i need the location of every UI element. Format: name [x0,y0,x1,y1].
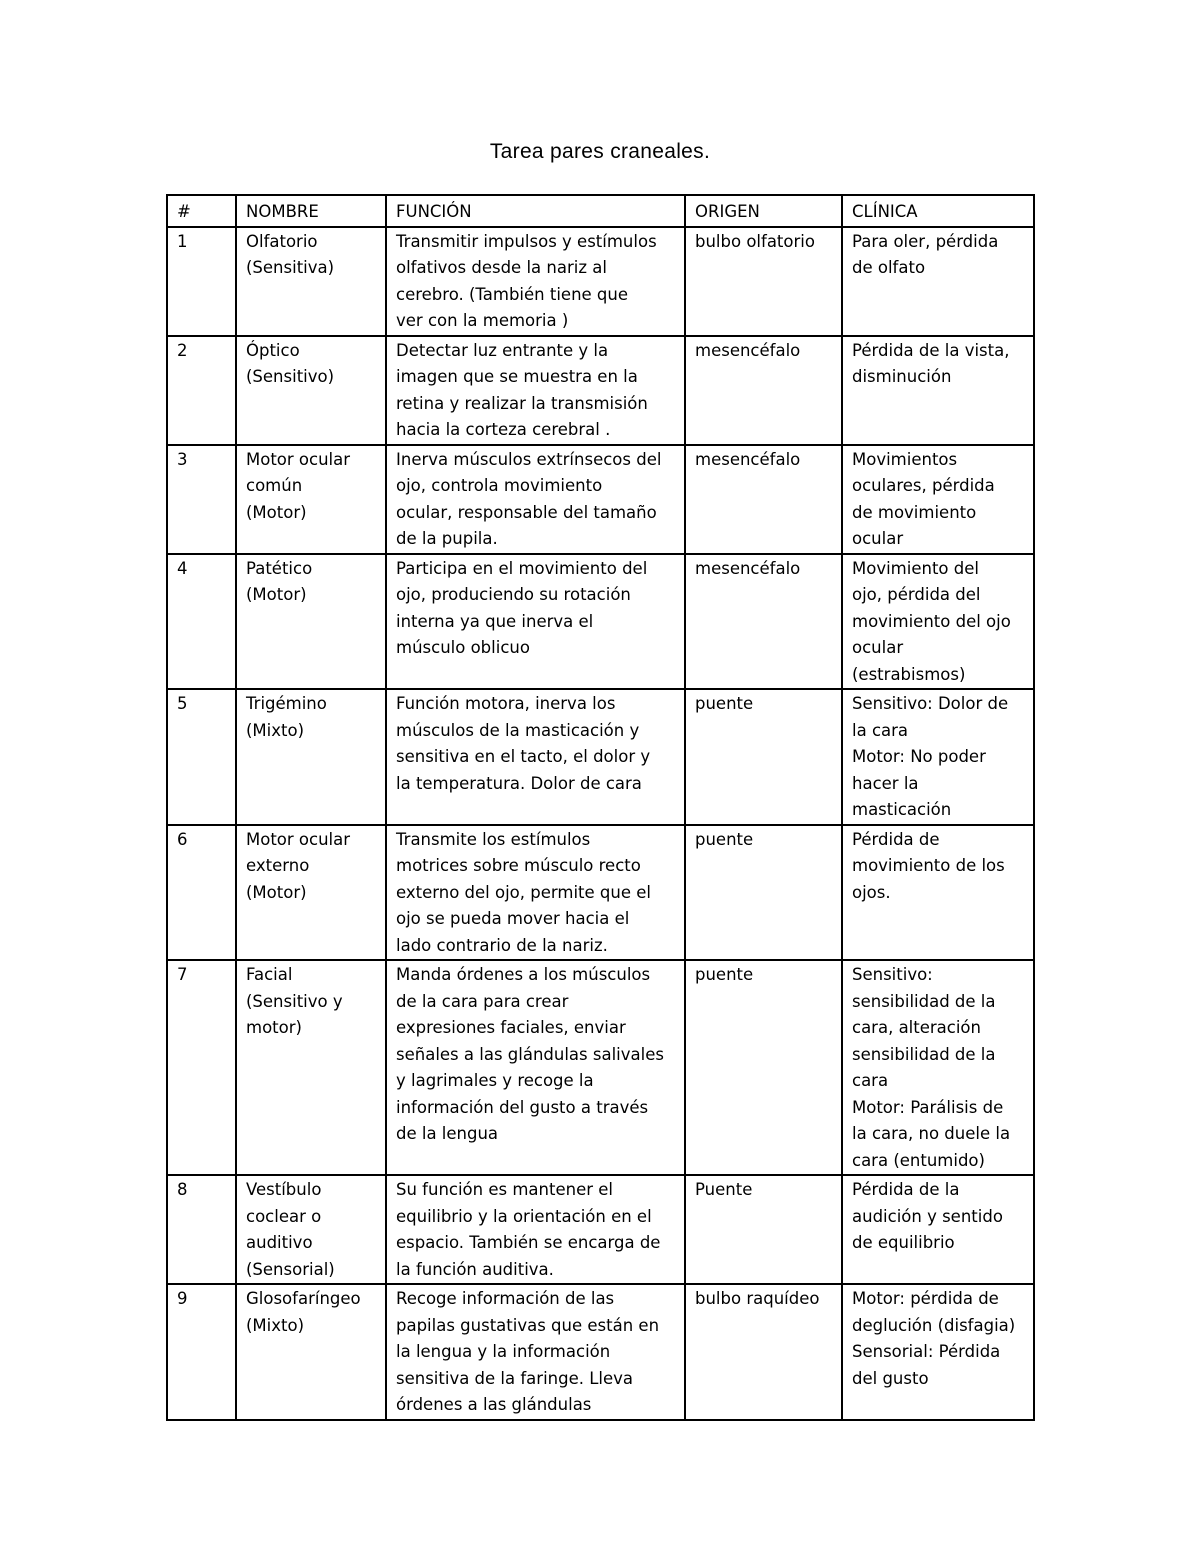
cell-clinica: Pérdida de la audición y sentido de equilibrio [842,1175,1034,1284]
table-row [167,445,1034,554]
header-origen: ORIGEN [685,195,842,227]
cell-funcion: Participa en el movimiento del ojo, produciendo su rotación interna ya que inerva el músculo oblicuo [386,554,685,690]
cell-clinica: Sensitivo: Dolor de la cara Motor: No poder hacer la masticación [842,689,1034,825]
cell-number: 5 [167,689,236,825]
header-number: # [167,195,236,227]
cell-funcion: Detectar luz entrante y la imagen que se muestra en la retina y realizar la transmisión hacia la corteza cerebral . [386,336,685,445]
cell-clinica: Sensitivo: sensibilidad de la cara, alteración sensibilidad de la cara Motor: Parálisis de la cara, no duele la cara (entumido) [842,960,1034,1175]
cell-number: 9 [167,1284,236,1420]
table-row [167,1284,1034,1420]
cell-origen: mesencéfalo [685,554,842,690]
cell-clinica: Movimientos oculares, pérdida de movimiento ocular [842,445,1034,554]
cell-origen: Puente [685,1175,842,1284]
table-row [167,960,1034,1175]
cell-nombre: Óptico (Sensitivo) [236,336,386,445]
table-row [167,1175,1034,1284]
header-nombre: NOMBRE [236,195,386,227]
cell-funcion: Recoge información de las papilas gustativas que están en la lengua y la información sensitiva de la faringe. Lleva órdenes a las glándulas [386,1284,685,1420]
cell-nombre: Patético (Motor) [236,554,386,690]
cell-origen: bulbo raquídeo [685,1284,842,1420]
cell-origen: puente [685,960,842,1175]
cell-number: 7 [167,960,236,1175]
cell-funcion: Inerva músculos extrínsecos del ojo, controla movimiento ocular, responsable del tamaño de la pupila. [386,445,685,554]
cell-origen: mesencéfalo [685,445,842,554]
table-row [167,689,1034,825]
cell-clinica: Motor: pérdida de deglución (disfagia) Sensorial: Pérdida del gusto [842,1284,1034,1420]
table-row [167,227,1034,336]
cell-number: 4 [167,554,236,690]
table-row [167,825,1034,961]
table-header-row [167,195,1034,227]
table-row [167,336,1034,445]
cell-origen: puente [685,825,842,961]
cell-nombre: Motor ocular externo (Motor) [236,825,386,961]
table-row [167,554,1034,690]
header-funcion: FUNCIÓN [386,195,685,227]
cell-funcion: Función motora, inerva los músculos de la masticación y sensitiva en el tacto, el dolor y la temperatura. Dolor de cara [386,689,685,825]
cell-number: 6 [167,825,236,961]
cell-number: 1 [167,227,236,336]
cell-origen: mesencéfalo [685,336,842,445]
cell-clinica: Movimiento del ojo, pérdida del movimiento del ojo ocular (estrabismos) [842,554,1034,690]
cell-origen: bulbo olfatorio [685,227,842,336]
cell-funcion: Manda órdenes a los músculos de la cara para crear expresiones faciales, enviar señales a las glándulas salivales y lagrimales y recoge la información del gusto a través de la lengua [386,960,685,1175]
cell-number: 3 [167,445,236,554]
cell-nombre: Vestíbulo coclear o auditivo (Sensorial) [236,1175,386,1284]
cell-nombre: Glosofaríngeo (Mixto) [236,1284,386,1420]
cell-nombre: Motor ocular común (Motor) [236,445,386,554]
cell-nombre: Olfatorio (Sensitiva) [236,227,386,336]
cell-origen: puente [685,689,842,825]
cell-funcion: Su función es mantener el equilibrio y la orientación en el espacio. También se encarga de la función auditiva. [386,1175,685,1284]
document-title: Tarea pares craneales. [489,140,711,163]
header-clinica: CLÍNICA [842,195,1034,227]
cell-number: 2 [167,336,236,445]
cell-funcion: Transmitir impulsos y estímulos olfativos desde la nariz al cerebro. (También tiene que ver con la memoria ) [386,227,685,336]
cell-number: 8 [167,1175,236,1284]
cell-clinica: Pérdida de movimiento de los ojos. [842,825,1034,961]
cell-nombre: Trigémino (Mixto) [236,689,386,825]
cell-clinica: Para oler, pérdida de olfato [842,227,1034,336]
cranial-nerves-table [166,194,1035,1421]
cell-clinica: Pérdida de la vista, disminución [842,336,1034,445]
cell-funcion: Transmite los estímulos motrices sobre músculo recto externo del ojo, permite que el ojo se pueda mover hacia el lado contrario de la nariz. [386,825,685,961]
cell-nombre: Facial (Sensitivo y motor) [236,960,386,1175]
